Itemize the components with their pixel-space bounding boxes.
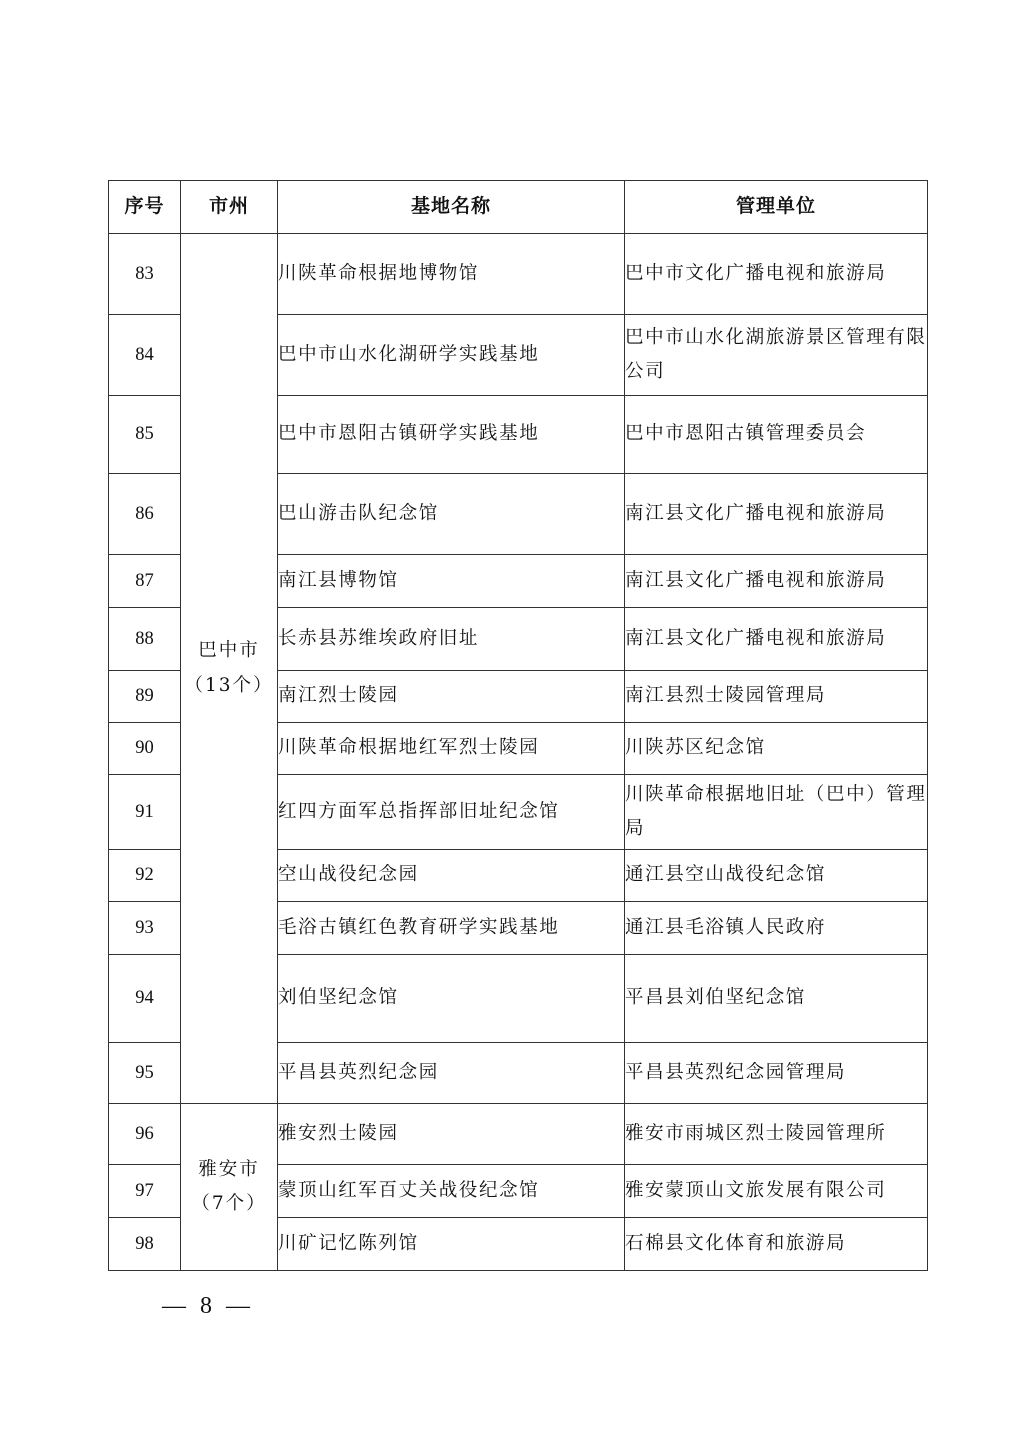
header-management-unit: 管理单位 — [625, 181, 928, 234]
base-name: 毛浴古镇红色教育研学实践基地 — [278, 902, 625, 955]
table-row — [109, 234, 928, 315]
management-unit: 石棉县文化体育和旅游局 — [625, 1218, 928, 1271]
base-name: 巴山游击队纪念馆 — [278, 474, 625, 555]
row-number: 91 — [109, 775, 181, 850]
row-number: 96 — [109, 1104, 181, 1165]
row-number: 89 — [109, 671, 181, 723]
header-base-name: 基地名称 — [278, 181, 625, 234]
management-unit: 平昌县刘伯坚纪念馆 — [625, 955, 928, 1043]
base-list-table — [108, 180, 928, 1271]
row-number: 84 — [109, 315, 181, 396]
base-name: 红四方面军总指挥部旧址纪念馆 — [278, 775, 625, 850]
row-number: 94 — [109, 955, 181, 1043]
page-number-footer: — 8 — — [162, 1293, 254, 1319]
header-row — [109, 181, 928, 234]
management-unit: 川陕苏区纪念馆 — [625, 723, 928, 775]
row-number: 92 — [109, 850, 181, 902]
base-name: 平昌县英烈纪念园 — [278, 1043, 625, 1104]
row-number: 90 — [109, 723, 181, 775]
city-cell-bazhong — [181, 234, 278, 1104]
management-unit: 雅安市雨城区烈士陵园管理所 — [625, 1104, 928, 1165]
management-unit: 巴中市恩阳古镇管理委员会 — [625, 396, 928, 474]
base-name: 刘伯坚纪念馆 — [278, 955, 625, 1043]
base-name: 川陕革命根据地博物馆 — [278, 234, 625, 315]
table-row — [109, 1104, 928, 1165]
city-name: 雅安市 — [198, 1158, 260, 1180]
header-seq: 序号 — [109, 181, 181, 234]
row-number: 87 — [109, 555, 181, 608]
base-name: 川陕革命根据地红军烈士陵园 — [278, 723, 625, 775]
base-name: 南江烈士陵园 — [278, 671, 625, 723]
row-number: 95 — [109, 1043, 181, 1104]
city-name: 巴中市 — [198, 640, 260, 662]
city-count: （7个） — [191, 1193, 267, 1214]
city-cell-yaan — [181, 1104, 278, 1271]
header-city: 市州 — [181, 181, 278, 234]
row-number: 85 — [109, 396, 181, 474]
row-number: 93 — [109, 902, 181, 955]
row-number: 97 — [109, 1165, 181, 1218]
base-name: 雅安烈士陵园 — [278, 1104, 625, 1165]
management-unit: 巴中市文化广播电视和旅游局 — [625, 234, 928, 315]
city-count: （13个） — [184, 674, 274, 696]
base-name: 川矿记忆陈列馆 — [278, 1218, 625, 1271]
row-number: 83 — [109, 234, 181, 315]
base-name: 巴中市山水化湖研学实践基地 — [278, 315, 625, 396]
row-number: 88 — [109, 608, 181, 671]
management-unit: 川陕革命根据地旧址（巴中）管理局 — [625, 775, 928, 850]
management-unit: 通江县空山战役纪念馆 — [625, 850, 928, 902]
base-name: 南江县博物馆 — [278, 555, 625, 608]
management-unit: 雅安蒙顶山文旅发展有限公司 — [625, 1165, 928, 1218]
management-unit: 巴中市山水化湖旅游景区管理有限公司 — [625, 315, 928, 396]
row-number: 98 — [109, 1218, 181, 1271]
management-unit: 通江县毛浴镇人民政府 — [625, 902, 928, 955]
base-name: 长赤县苏维埃政府旧址 — [278, 608, 625, 671]
management-unit: 平昌县英烈纪念园管理局 — [625, 1043, 928, 1104]
management-unit: 南江县文化广播电视和旅游局 — [625, 474, 928, 555]
base-name: 空山战役纪念园 — [278, 850, 625, 902]
management-unit: 南江县文化广播电视和旅游局 — [625, 608, 928, 671]
management-unit: 南江县文化广播电视和旅游局 — [625, 555, 928, 608]
management-unit: 南江县烈士陵园管理局 — [625, 671, 928, 723]
row-number: 86 — [109, 474, 181, 555]
base-name: 巴中市恩阳古镇研学实践基地 — [278, 396, 625, 474]
base-name: 蒙顶山红军百丈关战役纪念馆 — [278, 1165, 625, 1218]
